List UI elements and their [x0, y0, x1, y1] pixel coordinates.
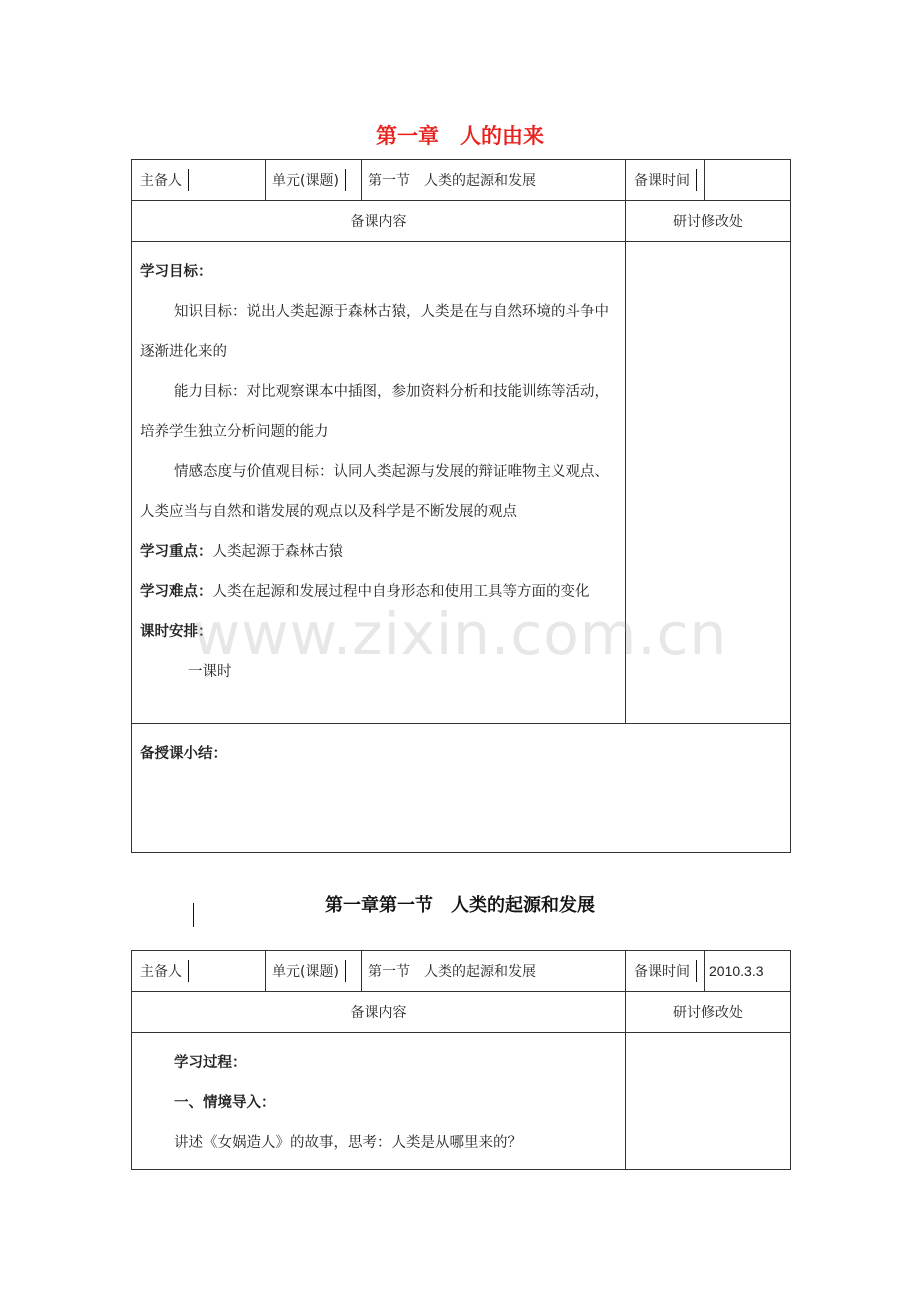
text-cursor-mark — [345, 960, 346, 982]
knowledge-objective: 知识目标：说出人类起源于森林古猿，人类是在与自然环境的斗争中逐渐进化来的 — [140, 304, 609, 360]
unit-label-cell — [266, 951, 362, 992]
text-cursor-mark — [345, 169, 346, 191]
objectives-heading: 学习目标： — [140, 264, 213, 280]
text-cursor-mark — [188, 169, 189, 191]
content-column-header: 备课内容 — [132, 992, 626, 1033]
unit-label: 单元(课题) — [272, 173, 339, 189]
time-value-cell — [705, 951, 791, 992]
content-column-header: 备课内容 — [132, 201, 626, 242]
text-cursor-mark — [193, 903, 194, 927]
lesson-plan-table-2 — [131, 950, 791, 1170]
ability-objective: 能力目标：对比观察课本中插图，参加资料分析和技能训练等活动，培养学生独立分析问题的能力 — [140, 384, 609, 440]
preparer-cell — [132, 160, 266, 201]
time-label-cell — [626, 951, 705, 992]
preparer-label: 主备人 — [140, 964, 182, 980]
time-label: 备课时间 — [634, 964, 690, 980]
schedule-text: 一课时 — [188, 664, 232, 680]
time-value: 2010.3.3 — [709, 963, 764, 979]
text-cursor-mark — [696, 960, 697, 982]
difficulty-label: 学习难点： — [140, 584, 213, 600]
difficulty-text: 人类在起源和发展过程中自身形态和使用工具等方面的变化 — [212, 584, 590, 600]
chapter-title: 第一章 人的由来 — [376, 124, 544, 148]
intro-text: 讲述《女娲造人》的故事，思考：人类是从哪里来的？ — [174, 1135, 522, 1151]
time-value-cell — [705, 160, 791, 201]
time-label: 备课时间 — [634, 173, 690, 189]
summary-label: 备授课小结： — [140, 746, 227, 762]
preparer-label: 主备人 — [140, 173, 182, 189]
preparer-cell — [132, 951, 266, 992]
time-label-cell — [626, 160, 705, 201]
unit-value: 第一节 人类的起源和发展 — [368, 964, 536, 980]
revise-column-header: 研讨修改处 — [626, 201, 791, 242]
revise-cell — [626, 1033, 791, 1170]
process-heading: 学习过程： — [174, 1055, 247, 1071]
revise-column-header: 研讨修改处 — [626, 992, 791, 1033]
lesson-plan-table-1 — [131, 159, 791, 853]
unit-label: 单元(课题) — [272, 964, 339, 980]
unit-value: 第一节 人类的起源和发展 — [368, 173, 536, 189]
summary-cell — [132, 724, 791, 853]
content-cell — [132, 1033, 626, 1170]
intro-heading: 一、情境导入： — [174, 1095, 276, 1111]
section-title: 第一章第一节 人类的起源和发展 — [325, 895, 595, 916]
text-cursor-mark — [696, 169, 697, 191]
text-cursor-mark — [188, 960, 189, 982]
unit-label-cell — [266, 160, 362, 201]
emotion-objective: 情感态度与价值观目标：认同人类起源与发展的辩证唯物主义观点、人类应当与自然和谐发展的观点以及科学是不断发展的观点 — [140, 464, 609, 520]
unit-value-cell — [362, 160, 626, 201]
schedule-label: 课时安排： — [140, 624, 213, 640]
watermark: www.zixin.com.cn — [192, 600, 728, 668]
key-point-text: 人类起源于森林古猿 — [212, 544, 343, 560]
key-point-label: 学习重点： — [140, 544, 213, 560]
unit-value-cell — [362, 951, 626, 992]
